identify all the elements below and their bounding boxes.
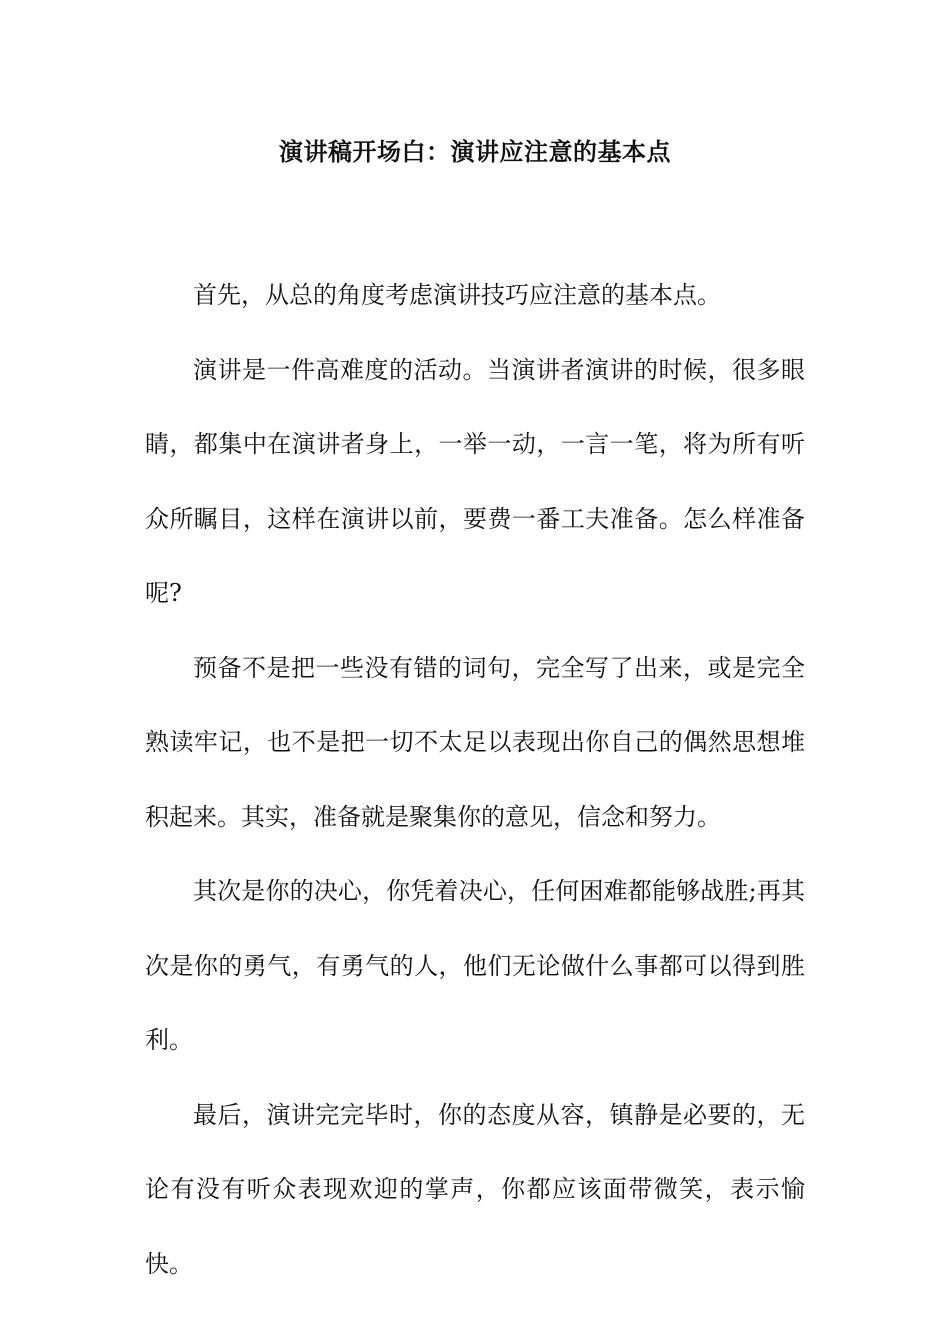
paragraph: 预备不是把一些没有错的词句，完全写了出来，或是完全熟读牢记，也不是把一切不太足以表现出你自己的偶然思想堆积起来。其实，准备就是聚集你的意见，信念和努力。 [145, 653, 805, 831]
document-title: 演讲稿开场白：演讲应注意的基本点 [279, 137, 671, 166]
document-body [145, 258, 805, 1301]
paragraph: 演讲是一件高难度的活动。当演讲者演讲的时候，很多眼睛，都集中在演讲者身上，一举一动，一言一笔，将为所有听众所瞩目，这样在演讲以前，要费一番工夫准备。怎么样准备呢? [145, 355, 805, 607]
paragraph: 最后，演讲完完毕时，你的态度从容，镇静是必要的，无论有没有听众表现欢迎的掌声，你都应该面带微笑，表示愉快。 [145, 1100, 805, 1278]
paragraph: 其次是你的决心，你凭着决心，任何困难都能够战胜;再其次是你的勇气，有勇气的人，他们无论做什么事都可以得到胜利。 [145, 877, 805, 1054]
paragraph: 首先，从总的角度考虑演讲技巧应注意的基本点。 [193, 281, 721, 309]
